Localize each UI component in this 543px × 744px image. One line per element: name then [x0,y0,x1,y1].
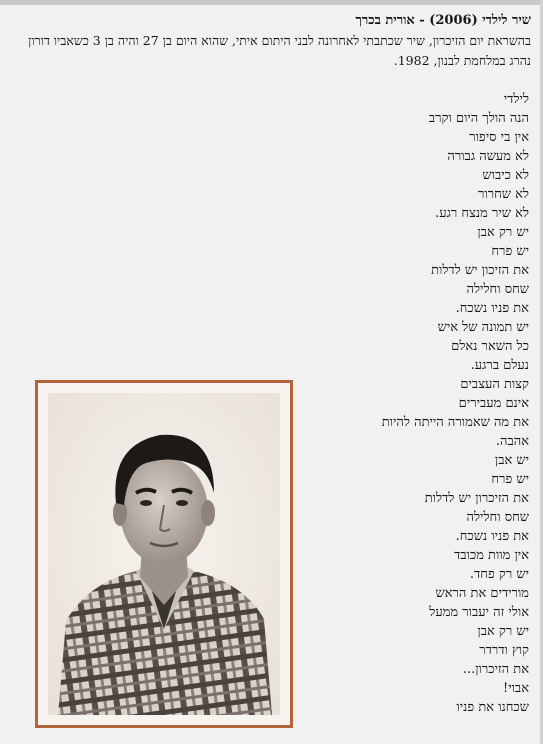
poem-line: יש רק אבן [477,624,529,639]
poem-body [279,90,529,717]
poem-line: לא שחרור [477,187,529,202]
poem-line: מורידים את הראש [435,586,529,601]
poem-line: אין מוות מכובד [454,548,529,563]
poem-line: נעלם ברגע. [470,358,529,373]
poem-line: לא כיבוש [482,168,529,183]
poem-line: אבוי! [502,681,529,696]
poem-line: אהבה. [495,434,529,449]
portrait-illustration [48,393,280,715]
poem-line: לילדי [503,92,529,107]
poem-line: יש פרח [491,244,529,259]
poem-line: קוץ ודרדר [479,643,529,658]
poem-line: כל השאר נאלם [451,339,529,354]
poem-line: יש פרח [491,472,529,487]
scan-edge-top [0,0,543,5]
article-header [12,12,531,71]
poem-line: הנה הולך היום וקרב [428,111,529,126]
poem-line: שחס וחלילה [466,510,529,525]
poem-line: יש אבן [494,453,529,468]
poem-line: את מה שאמורה הייתה להיות [381,415,529,430]
poem-line: יש רק אבן [477,225,529,240]
intro-paragraph: בהשראת יום הזיכרון, שיר שכתבתי לאחרונה לבני היתום איתי, שהוא היום בן 27 והיה בן 3 כשאביו דורון נהרג במלחמת לבנון, 1982. [28,33,531,68]
poem-line: אולי זה יעבור ממעל [429,605,529,620]
poem-line: אינם מעבירים [458,396,529,411]
poem-line: שכחנו את פניו [456,700,529,715]
poem-line: את הזיכרון יש לדלות [424,491,529,506]
poem-line: את פניו נשכח. [455,529,529,544]
portrait-photo [48,393,280,715]
portrait-frame [35,380,293,728]
poem-line: לא שיר מנצח רגע. [435,206,529,221]
poem-line: קצות העצבים [460,377,529,392]
poem-line: את הזיכרון... [462,662,529,677]
poem-line: שחס וחלילה [466,282,529,297]
poem-line: יש תמונה של איש [437,320,529,335]
poem-line: את הזיכון יש לדלות [431,263,529,278]
poem-line: את פניו נשכח. [455,301,529,316]
poem-title: שיר לילדי (2006) - אורית בכרך [355,13,531,28]
poem-line: יש רק פחד. [469,567,529,582]
poem-line: לא מעשה גבורה [447,149,529,164]
poem-line: אין בי סיפור [469,130,529,145]
